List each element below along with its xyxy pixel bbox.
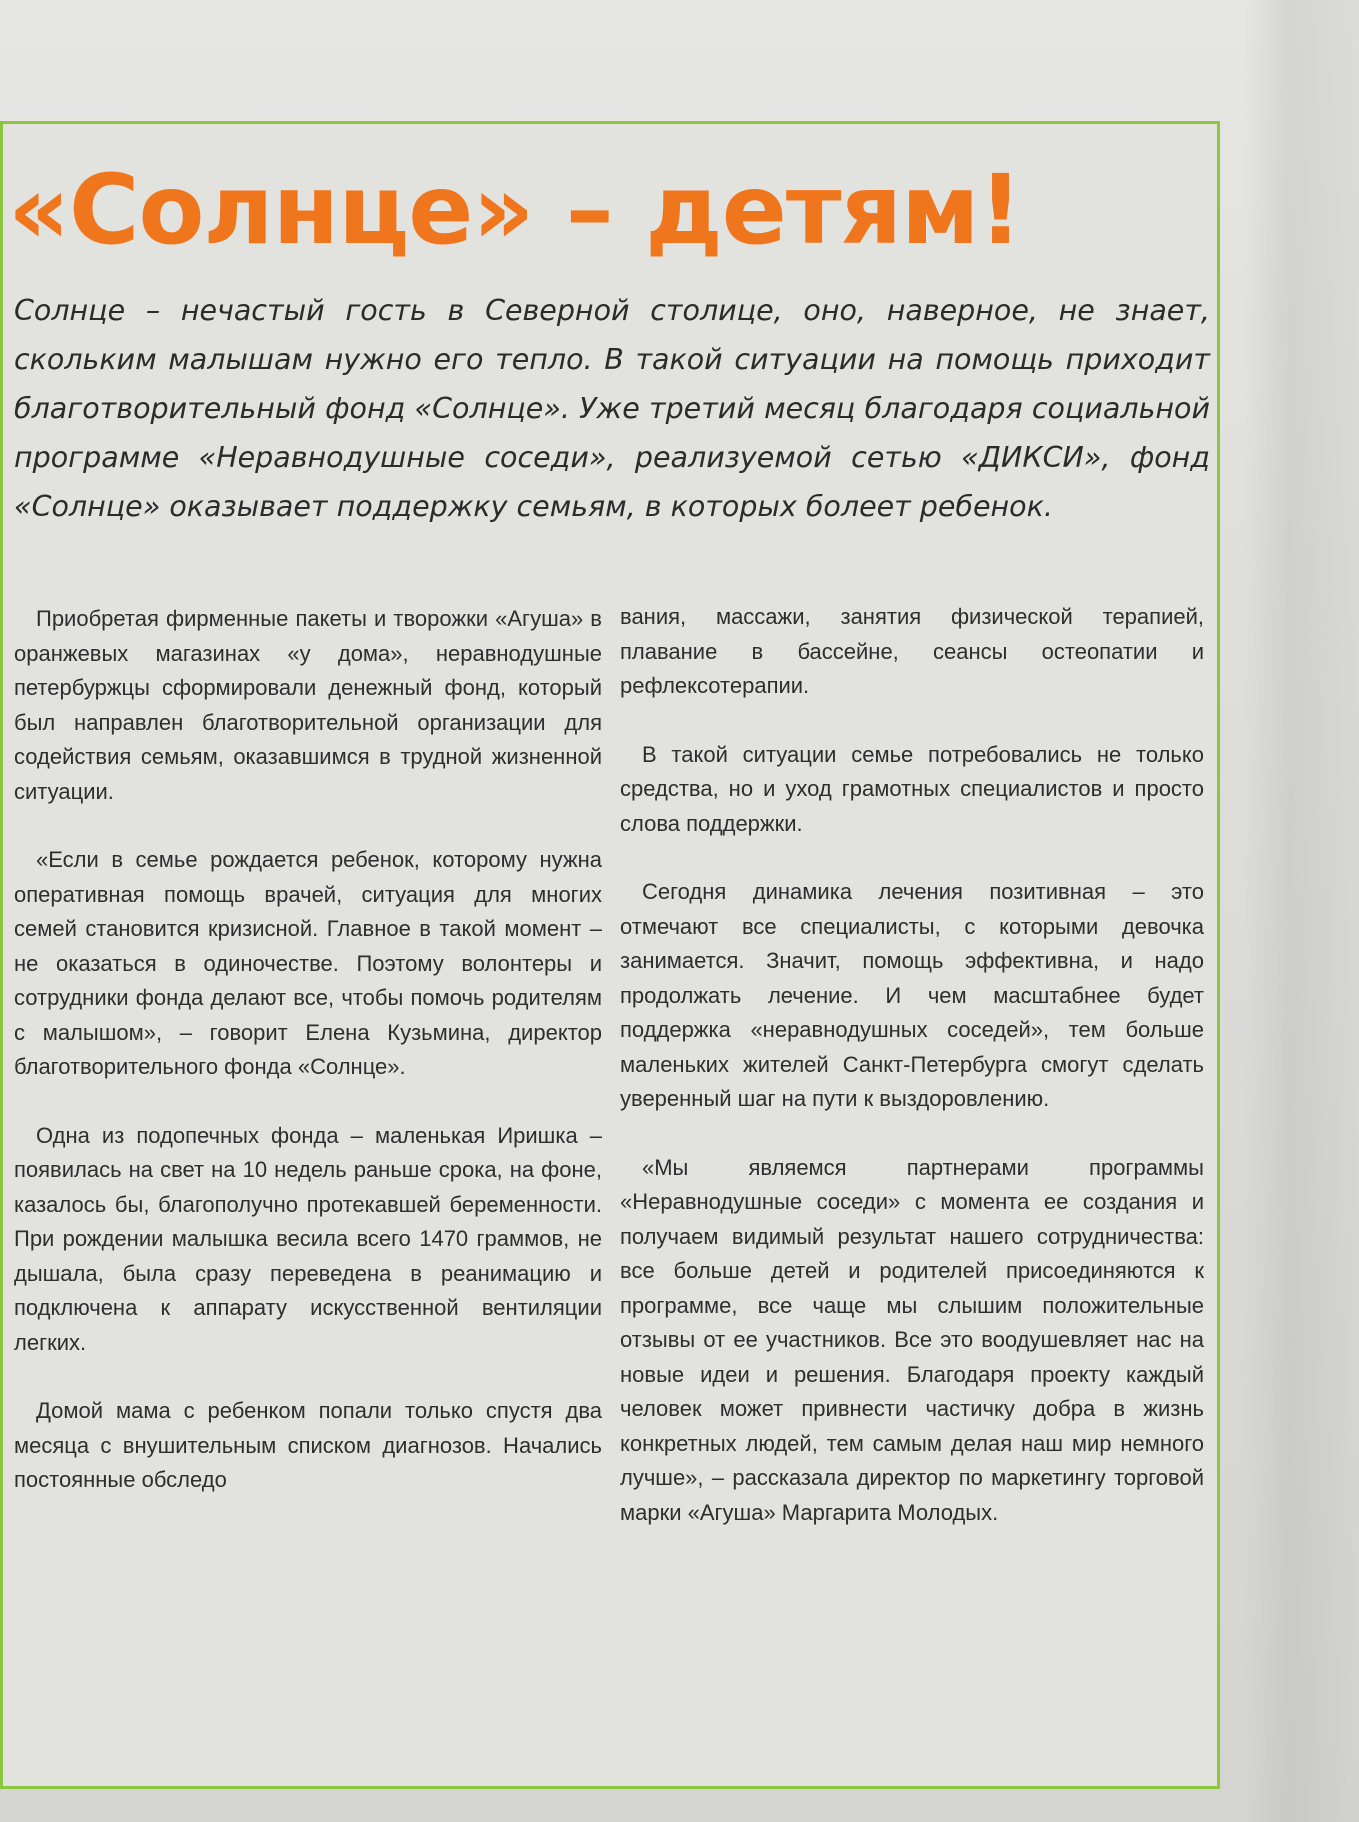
article-title: «Солнце» – детям!	[8, 154, 1022, 266]
paragraph: Домой мама с ребенком попали только спустя два месяца с внушительным списком диагнозов. Начались постоянные обследо	[14, 1398, 602, 1492]
paragraph: «Если в семье рождается ребенок, которому нужна оперативная помощь врачей, ситуация для многих семей становится кризисной. Главное в такой момент – не оказаться в одиночестве. Поэтому волонтеры и сотрудники фонда делают все, чтобы помочь родителям с малышом», – говорит Елена Кузьмина, директор благотворительного фонда «Солнце».	[14, 847, 602, 1079]
right-column	[620, 600, 1204, 1530]
paragraph-continuation: вания, массажи, занятия физической терапией, плавание в бассейне, сеансы остеопатии и рефлексотерапии.	[620, 604, 1204, 698]
paragraph: «Мы являемся партнерами программы «Неравнодушные соседи» с момента ее создания и получаем видимый результат нашего сотрудничества: все больше детей и родителей присоединяются к программе, все чаще мы слышим положительные отзывы от ее участников. Все это воодушевляет нас на новые идеи и решения. Благодаря проекту каждый человек может привнести частичку добра в жизнь конкретных людей, тем самым делая наш мир немного лучше», – рассказала директор по маркетингу торговой марки «Агуша» Маргарита Молодых.	[620, 1154, 1204, 1525]
paragraph: Сегодня динамика лечения позитивная – это отмечают все специалисты, с которыми девочка занимается. Значит, помощь эффективна, и надо продолжать лечение. И чем масштабнее будет поддержка «неравнодушных соседей», тем больше маленьких жителей Санкт-Петербурга смогут сделать уверенный шаг на пути к выздоровлению.	[620, 879, 1204, 1111]
article-lead: Солнце – нечастый гость в Северной столице, оно, наверное, не знает, скольким малышам нужно его тепло. В такой ситуации на помощь приходит благотворительный фонд «Солнце». Уже третий месяц благодаря социальной программе «Неравнодушные соседи», реализуемой сетью «ДИКСИ», фонд «Солнце» оказывает поддержку семьям, в которых болеет ребенок.	[14, 294, 1210, 523]
paragraph: Приобретая фирменные пакеты и творожки «Агуша» в оранжевых магазинах «у дома», неравнодушные петербуржцы сформировали денежный фонд, который был направлен благотворительной организации для содействия семьям, оказавшимся в трудной жизненной ситуации.	[14, 606, 602, 804]
paragraph: Одна из подопечных фонда – маленькая Иришка – появилась на свет на 10 недель раньше срока, на фоне, казалось бы, благополучно протекавшей беременности. При рождении малышка весила всего 1470 граммов, не дышала, была сразу переведена в реанимацию и подключена к аппарату искусственной вентиляции легких.	[14, 1122, 602, 1355]
paragraph: В такой ситуации семье потребовались не только средства, но и уход грамотных специалистов и просто слова поддержки.	[620, 741, 1204, 836]
paper-fold-shadow	[1244, 0, 1359, 1822]
left-column	[14, 602, 602, 1498]
